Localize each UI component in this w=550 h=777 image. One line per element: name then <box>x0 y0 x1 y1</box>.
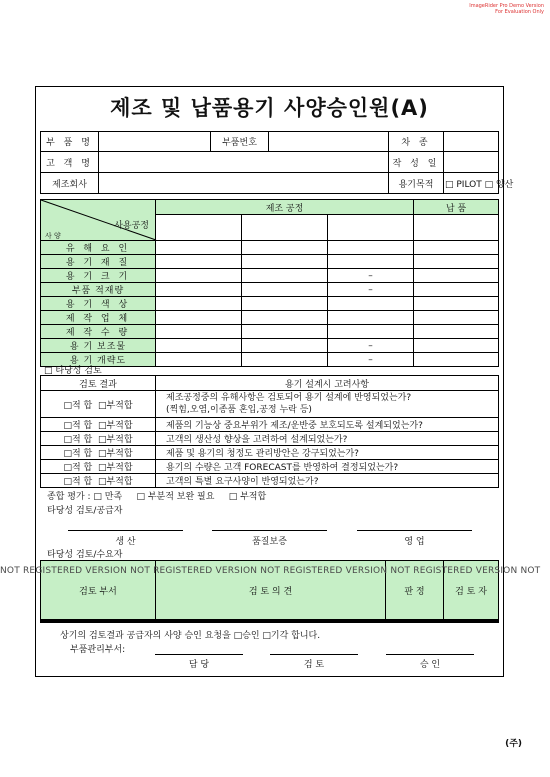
process-cell[interactable] <box>328 215 414 241</box>
ng-checkbox[interactable]: □부적합 <box>97 463 133 473</box>
review-item: 제품 및 용기의 청정도 관리방안은 강구되었는가? <box>156 446 499 460</box>
process-cell[interactable] <box>156 311 242 325</box>
review-item-text: 제조공정중의 유해사항은 검토되어 용기 설계에 반영되었는가? <box>166 393 412 403</box>
ng-checkbox[interactable]: □부적합 <box>97 421 133 431</box>
overall-label: 종합 평가 : <box>47 492 91 502</box>
delivery-column-header: 납 품 <box>414 200 499 215</box>
customer-review-title: 타당성 검토/수요자 <box>47 550 123 560</box>
process-cell[interactable] <box>242 215 328 241</box>
delivery-cell[interactable] <box>414 241 499 255</box>
review-table <box>40 375 499 488</box>
process-cell[interactable] <box>242 311 328 325</box>
process-cell[interactable] <box>156 339 242 353</box>
process-cell[interactable] <box>156 297 242 311</box>
review-dept-header: 검토 부서 <box>41 561 156 620</box>
review-item: 제품의 기능상 중요부위가 제조/운반중 보호되도록 설계되었는가? <box>156 418 499 432</box>
delivery-cell[interactable] <box>414 269 499 283</box>
approval-sign-line <box>270 654 358 655</box>
unregistered-watermark: NOT REGISTERED VERSION NOT REGISTERED VERSION NOT REGISTERED VERSION NOT REGISTERED VERSION NOT <box>0 566 541 576</box>
opinion-cell[interactable] <box>156 622 386 623</box>
process-cell[interactable] <box>328 255 414 269</box>
customer-field[interactable] <box>99 152 389 173</box>
part-no-label: 부품번호 <box>211 132 269 152</box>
process-cell[interactable] <box>156 241 242 255</box>
review-item: 고객의 생산성 향상을 고려하여 설계되었는가? <box>156 432 499 446</box>
process-cell[interactable] <box>156 215 242 241</box>
delivery-cell[interactable] <box>414 297 499 311</box>
process-table <box>40 199 499 367</box>
ng-checkbox[interactable]: □부적합 <box>97 400 133 411</box>
overall-evaluation <box>47 489 266 502</box>
review-item-text: (찍힘,오염,이종품 혼입,공정 누락 등) <box>166 405 312 415</box>
process-cell[interactable] <box>242 283 328 297</box>
process-cell[interactable]: – <box>328 269 414 283</box>
row-label: 용 기 색 상 <box>41 297 156 311</box>
ng-checkbox[interactable]: □부적합 <box>97 435 133 445</box>
header-table <box>40 131 514 194</box>
eval-line-1: ImageRider Pro Demo Version <box>469 3 544 9</box>
process-cell[interactable] <box>156 255 242 269</box>
decision-cell[interactable] <box>386 622 444 623</box>
company-mark: (주) <box>505 739 522 749</box>
row-label: 용 기 크 기 <box>41 269 156 283</box>
approval-sign-line <box>386 654 474 655</box>
delivery-cell[interactable] <box>414 311 499 325</box>
customer-label: 고 객 명 <box>41 152 99 173</box>
maker-field[interactable] <box>99 173 389 194</box>
process-cell[interactable] <box>242 269 328 283</box>
approval-review: 검 토 <box>303 660 325 670</box>
process-cell[interactable] <box>242 297 328 311</box>
sign-quality: 품질보증 <box>252 537 287 547</box>
delivery-cell[interactable] <box>414 255 499 269</box>
row-label: 용 기 개략도 <box>41 353 156 367</box>
row-label: 부품 적재량 <box>41 283 156 297</box>
result-cell <box>41 460 156 474</box>
vehicle-label: 차 종 <box>389 132 444 152</box>
process-cell[interactable] <box>242 353 328 367</box>
delivery-cell[interactable] <box>414 339 499 353</box>
sign-line <box>357 530 472 531</box>
ng-checkbox[interactable]: □부적합 <box>97 449 133 459</box>
author-label: 작 성 일 <box>389 152 444 173</box>
sign-production: 생 산 <box>115 537 136 547</box>
review-item: 용기의 수량은 고객 FORECAST를 반영하여 결정되었는가? <box>156 460 499 474</box>
ok-checkbox[interactable]: □적 합 <box>63 400 93 411</box>
review-opinion-header: 검 토 의 견 <box>156 561 386 620</box>
process-cell[interactable] <box>242 241 328 255</box>
part-name-label: 부 품 명 <box>41 132 99 152</box>
evaluation-notice <box>469 3 544 15</box>
process-cell[interactable] <box>328 241 414 255</box>
ok-checkbox[interactable]: □적 합 <box>63 463 93 473</box>
approval-sign-line <box>155 654 243 655</box>
row-label: 제 작 업 체 <box>41 311 156 325</box>
process-cell[interactable]: – <box>328 339 414 353</box>
process-cell[interactable] <box>328 311 414 325</box>
vehicle-field[interactable] <box>444 132 499 152</box>
author-field[interactable] <box>444 152 499 173</box>
process-cell[interactable] <box>328 325 414 339</box>
purpose-options <box>444 173 514 194</box>
approval-statement: 상기의 검토결과 공급자의 사양 승인 요청을 □승인 □기각 합니다. <box>60 631 321 641</box>
diag-bottom-label: 사 양 <box>45 232 61 240</box>
mass-checkbox[interactable]: □ 양산 <box>484 179 514 190</box>
process-cell[interactable] <box>156 283 242 297</box>
process-cell[interactable] <box>242 339 328 353</box>
row-label: 용 기 재 질 <box>41 255 156 269</box>
result-cell <box>41 446 156 460</box>
reviewer-cell[interactable] <box>444 622 499 623</box>
sign-line <box>212 530 327 531</box>
process-cell[interactable] <box>156 325 242 339</box>
result-cell <box>41 391 156 418</box>
row-label: 유 해 요 인 <box>41 241 156 255</box>
process-cell[interactable]: – <box>328 353 414 367</box>
eval-line-2: For Evaluation Only <box>495 9 544 15</box>
reviewer-header: 검 토 자 <box>444 561 499 620</box>
review-decision-header: 판 정 <box>386 561 444 620</box>
process-column-header: 제조 공정 <box>156 200 414 215</box>
purpose-label: 용기목적 <box>389 173 444 194</box>
approval-dept-label: 부품관리부서: <box>70 645 126 655</box>
part-no-field[interactable] <box>269 132 389 152</box>
overall-unfit-checkbox[interactable]: □ 부적합 <box>228 492 267 502</box>
diagonal-header-cell <box>41 200 156 241</box>
overall-partial-checkbox[interactable]: □ 부분적 보완 필요 <box>136 492 215 502</box>
delivery-cell[interactable] <box>414 325 499 339</box>
result-cell <box>41 432 156 446</box>
review-item: 고객의 특별 요구사양이 반영되었는가? <box>156 474 499 488</box>
delivery-cell[interactable] <box>414 283 499 297</box>
ok-checkbox[interactable]: □적 합 <box>63 477 93 487</box>
overall-satisfied-checkbox[interactable]: □ 만족 <box>93 492 123 502</box>
delivery-cell[interactable] <box>414 215 499 241</box>
maker-label: 제조회사 <box>41 173 99 194</box>
diag-top-label: 사용공정 <box>114 221 149 231</box>
part-name-field[interactable] <box>99 132 211 152</box>
sign-line <box>68 530 183 531</box>
ok-checkbox[interactable]: □적 합 <box>63 449 93 459</box>
process-cell[interactable]: – <box>328 283 414 297</box>
process-cell[interactable] <box>242 325 328 339</box>
process-cell[interactable] <box>242 255 328 269</box>
ok-checkbox[interactable]: □적 합 <box>63 421 93 431</box>
sign-sales: 영 업 <box>404 537 425 547</box>
review-item <box>156 391 499 418</box>
items-column-header: 용기 설계시 고려사항 <box>156 376 499 391</box>
pilot-checkbox[interactable]: □ PILOT <box>445 179 482 190</box>
delivery-cell[interactable] <box>414 353 499 367</box>
result-cell <box>41 474 156 488</box>
supplier-review-title: 타당성 검토/공급자 <box>47 506 123 516</box>
review-section-title: □ 타당성 검토 <box>44 366 102 376</box>
ng-checkbox[interactable]: □부적합 <box>97 477 133 487</box>
result-column-header: 검토 결과 <box>41 376 156 391</box>
process-cell[interactable] <box>156 269 242 283</box>
dept-cell[interactable] <box>41 622 156 623</box>
result-cell <box>41 418 156 432</box>
approval-approve: 승 인 <box>419 660 441 670</box>
process-cell[interactable] <box>156 353 242 367</box>
row-label: 제 작 수 량 <box>41 325 156 339</box>
process-cell[interactable] <box>328 297 414 311</box>
ok-checkbox[interactable]: □적 합 <box>63 435 93 445</box>
row-label: 용 기 보조물 <box>41 339 156 353</box>
approval-staff: 담 당 <box>188 660 210 670</box>
form-title: 제조 및 납품용기 사양승인원(A) <box>110 96 429 120</box>
